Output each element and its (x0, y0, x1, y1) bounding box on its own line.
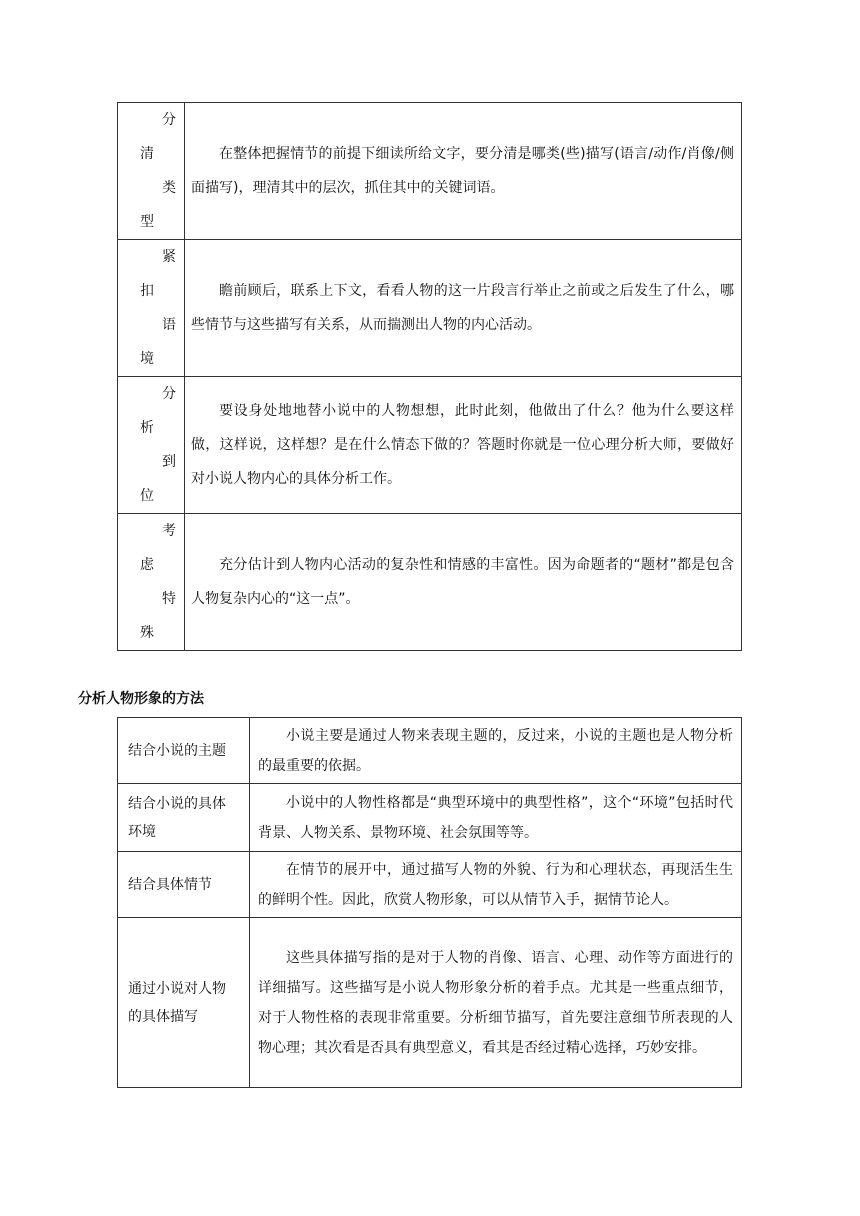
label-char: 分 (162, 112, 176, 128)
vertical-label (140, 377, 180, 513)
row-label-cell (118, 514, 185, 651)
label-char: 位 (140, 488, 154, 504)
label-char: 类 (162, 180, 176, 196)
row-label-cell (118, 718, 250, 784)
label-char: 分 (162, 386, 176, 402)
row-text-cell (185, 103, 742, 240)
table-row (118, 514, 742, 651)
row-label-cell (118, 103, 185, 240)
row-text: 在整体把握情节的前提下细读所给文字，要分清是哪类(些)描写(语言/动作/肖像/侧面描写)，理清其中的层次，抓住其中的关键词语。 (191, 146, 734, 196)
row-label: 通过小说对人物的具体描写 (128, 980, 226, 1025)
row-text-cell (250, 852, 742, 918)
table-row (118, 103, 742, 240)
table-row (118, 852, 742, 918)
row-text: 要设身处地地替小说中的人物想想，此时此刻，他做出了什么？他为什么要这样做，这样说，这样想？是在什么情态下做的？答题时你就是一位心理分析大师，要做好对小说人物内心的具体分析工作。 (191, 403, 734, 487)
label-char: 殊 (140, 625, 154, 641)
label-char: 型 (140, 214, 154, 230)
vertical-label (140, 103, 180, 239)
row-text: 充分估计到人物内心活动的复杂性和情感的丰富性。因为命题者的“题材”都是包含人物复杂内心的“这一点”。 (191, 557, 734, 607)
row-text: 瞻前顾后，联系上下文，看看人物的这一片段言行举止之前或之后发生了什么，哪些情节与这些描写有关系，从而揣测出人物的内心活动。 (191, 283, 734, 333)
vertical-label (140, 514, 180, 650)
label-char: 扣 (140, 283, 154, 299)
vertical-label (140, 240, 180, 376)
row-text: 这些具体描写指的是对于人物的肖像、语言、心理、动作等方面进行的详细描写。这些描写是小说人物形象分析的着手点。尤其是一些重点细节，对于人物性格的表现非常重要。分析细节描写，首先要注意细节所表现的人物心理；其次看是否具有典型意义，看其是否经过精心选择，巧妙安排。 (258, 949, 733, 1056)
row-label: 结合小说的具体环境 (128, 795, 226, 840)
label-char: 虑 (140, 557, 154, 573)
row-label: 结合小说的主题 (128, 742, 226, 759)
section-title: 分析人物形象的方法 (78, 691, 204, 707)
label-char: 紧 (162, 249, 176, 265)
label-char: 到 (162, 454, 176, 470)
row-label-cell (118, 377, 185, 514)
method-table-character (117, 717, 742, 1088)
row-label-cell (118, 240, 185, 377)
label-char: 境 (140, 351, 154, 367)
table-row (118, 240, 742, 377)
row-text: 小说主要是通过人物来表现主题的，反过来，小说的主题也是人物分析的最重要的依据。 (258, 727, 733, 774)
table-row (118, 718, 742, 784)
row-label-cell (118, 784, 250, 852)
row-text: 在情节的展开中，通过描写人物的外貌、行为和心理状态，再现活生生的鲜明个性。因此，欣赏人物形象，可以从情节入手，据情节论人。 (258, 861, 733, 908)
table-row (118, 784, 742, 852)
row-text-cell (185, 240, 742, 377)
row-text-cell (185, 377, 742, 514)
label-char: 清 (140, 146, 154, 162)
label-char: 语 (162, 317, 176, 333)
table-row (118, 377, 742, 514)
row-text: 小说中的人物性格都是“典型环境中的典型性格”，这个“环境”包括时代背景、人物关系、景物环境、社会氛围等等。 (258, 794, 733, 841)
row-label: 结合具体情节 (128, 876, 212, 893)
row-label-cell (118, 852, 250, 918)
table-row (118, 918, 742, 1088)
row-text-cell (250, 718, 742, 784)
row-text-cell (250, 918, 742, 1088)
label-char: 考 (162, 523, 176, 539)
row-text-cell (185, 514, 742, 651)
method-table-psychology (117, 102, 742, 651)
label-char: 特 (162, 591, 176, 607)
label-char: 析 (140, 420, 154, 436)
row-text-cell (250, 784, 742, 852)
row-label-cell (118, 918, 250, 1088)
